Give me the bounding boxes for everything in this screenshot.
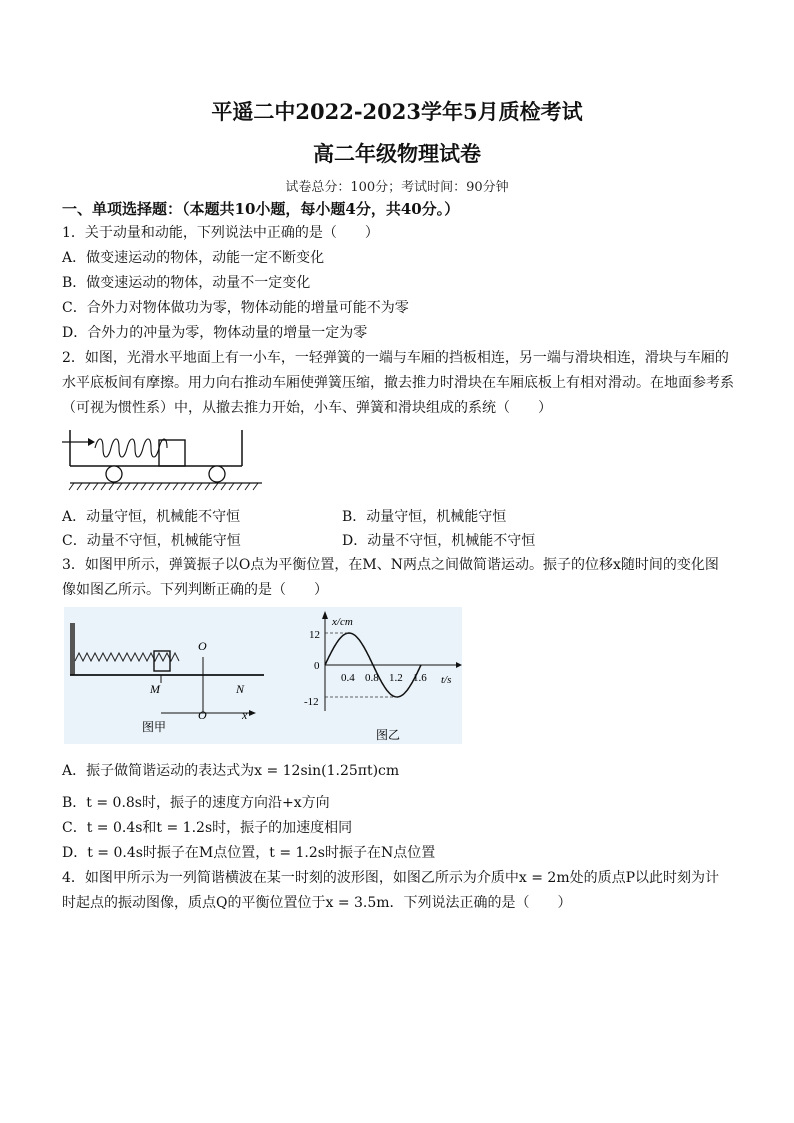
y-tick-neg: -12 [304, 696, 319, 708]
q2-option-b: B．动量守恒，机械能守恒 [342, 509, 507, 525]
label-n: N [236, 682, 245, 696]
q2-stem-line1: 2．如图，光滑水平地面上有一小车，一轻弹簧的一端与车厢的挡板相连，另一端与滑块相连，滑块与车厢的 [62, 350, 729, 366]
q3-stem-line1: 3．如图甲所示，弹簧振子以O点为平衡位置，在M、N两点之间做简谐运动。振子的位移x随时间的变化图 [62, 557, 719, 573]
q3-stem-line2: 像如图乙所示。下列判断正确的是（ ） [62, 582, 328, 598]
x-tick-label: 1.2 [389, 672, 403, 684]
label-o-bottom: O [198, 708, 207, 722]
q3-option-b: B．t = 0.8s时，振子的速度方向沿+x方向 [62, 795, 330, 811]
label-x-axis-a: x [242, 708, 248, 722]
cart-spring-figure [62, 428, 267, 494]
q1-stem: 1．关于动量和动能，下列说法中正确的是（ ） [62, 225, 379, 241]
origin-label: 0 [314, 660, 320, 672]
q2-option-d: D．动量不守恒，机械能不守恒 [342, 533, 536, 549]
q4-stem-line1: 4．如图甲所示为一列简谐横波在某一时刻的波形图，如图乙所示为介质中x = 2m处的质点P以此时刻为计 [62, 870, 720, 886]
label-o-top: O [198, 639, 207, 653]
x-axis-label: t/s [441, 674, 452, 686]
q2-stem-line2: 水平底板间有摩擦。用力向右推动车厢使弹簧压缩，撤去推力时滑块在车厢底板上有相对滑动。在地面参考系 [62, 375, 734, 391]
q1-option-b: B．做变速运动的物体，动量不一定变化 [62, 275, 311, 291]
q3-figure [64, 607, 462, 744]
exam-title: 平遥二中2022-2023学年5月质检考试 [211, 99, 583, 124]
y-axis-label: x/cm [332, 616, 353, 628]
q3-option-a: A．振子做简谐运动的表达式为x = 12sin(1.25πt)cm [62, 763, 400, 779]
q3-option-c: C．t = 0.4s和t = 1.2s时，振子的加速度相同 [62, 820, 353, 836]
caption-figure-a: 图甲 [142, 720, 167, 734]
x-tick-label: 0.8 [365, 672, 379, 684]
label-m: M [150, 682, 160, 696]
q2-stem-line3: （可视为惯性系）中，从撤去推力开始，小车、弹簧和滑块组成的系统（ ） [62, 400, 552, 416]
q1-option-a: A．做变速运动的物体，动能一定不断变化 [62, 250, 325, 266]
q3-option-d: D．t = 0.4s时振子在M点位置，t = 1.2s时振子在N点位置 [62, 845, 436, 861]
q1-option-c: C．合外力对物体做功为零，物体动能的增量可能不为零 [62, 300, 409, 316]
section-heading: 一、单项选择题：（本题共10小题，每小题4分，共40分。） [62, 200, 460, 218]
y-tick-pos: 12 [309, 629, 320, 641]
paper-title: 高二年级物理试卷 [313, 141, 481, 166]
caption-figure-b: 图乙 [376, 728, 401, 742]
q4-stem-line2: 时起点的振动图像，质点Q的平衡位置位于x = 3.5m．下列说法正确的是（ ） [62, 895, 572, 911]
x-tick-label: 1.6 [413, 672, 427, 684]
q2-option-c: C．动量不守恒，机械能守恒 [62, 533, 241, 549]
q1-option-d: D．合外力的冲量为零，物体动量的增量一定为零 [62, 325, 368, 341]
q2-option-a: A．动量守恒，机械能不守恒 [62, 509, 241, 525]
exam-info: 试卷总分：100分；考试时间：90分钟 [285, 180, 509, 195]
x-tick-label: 0.4 [341, 672, 355, 684]
